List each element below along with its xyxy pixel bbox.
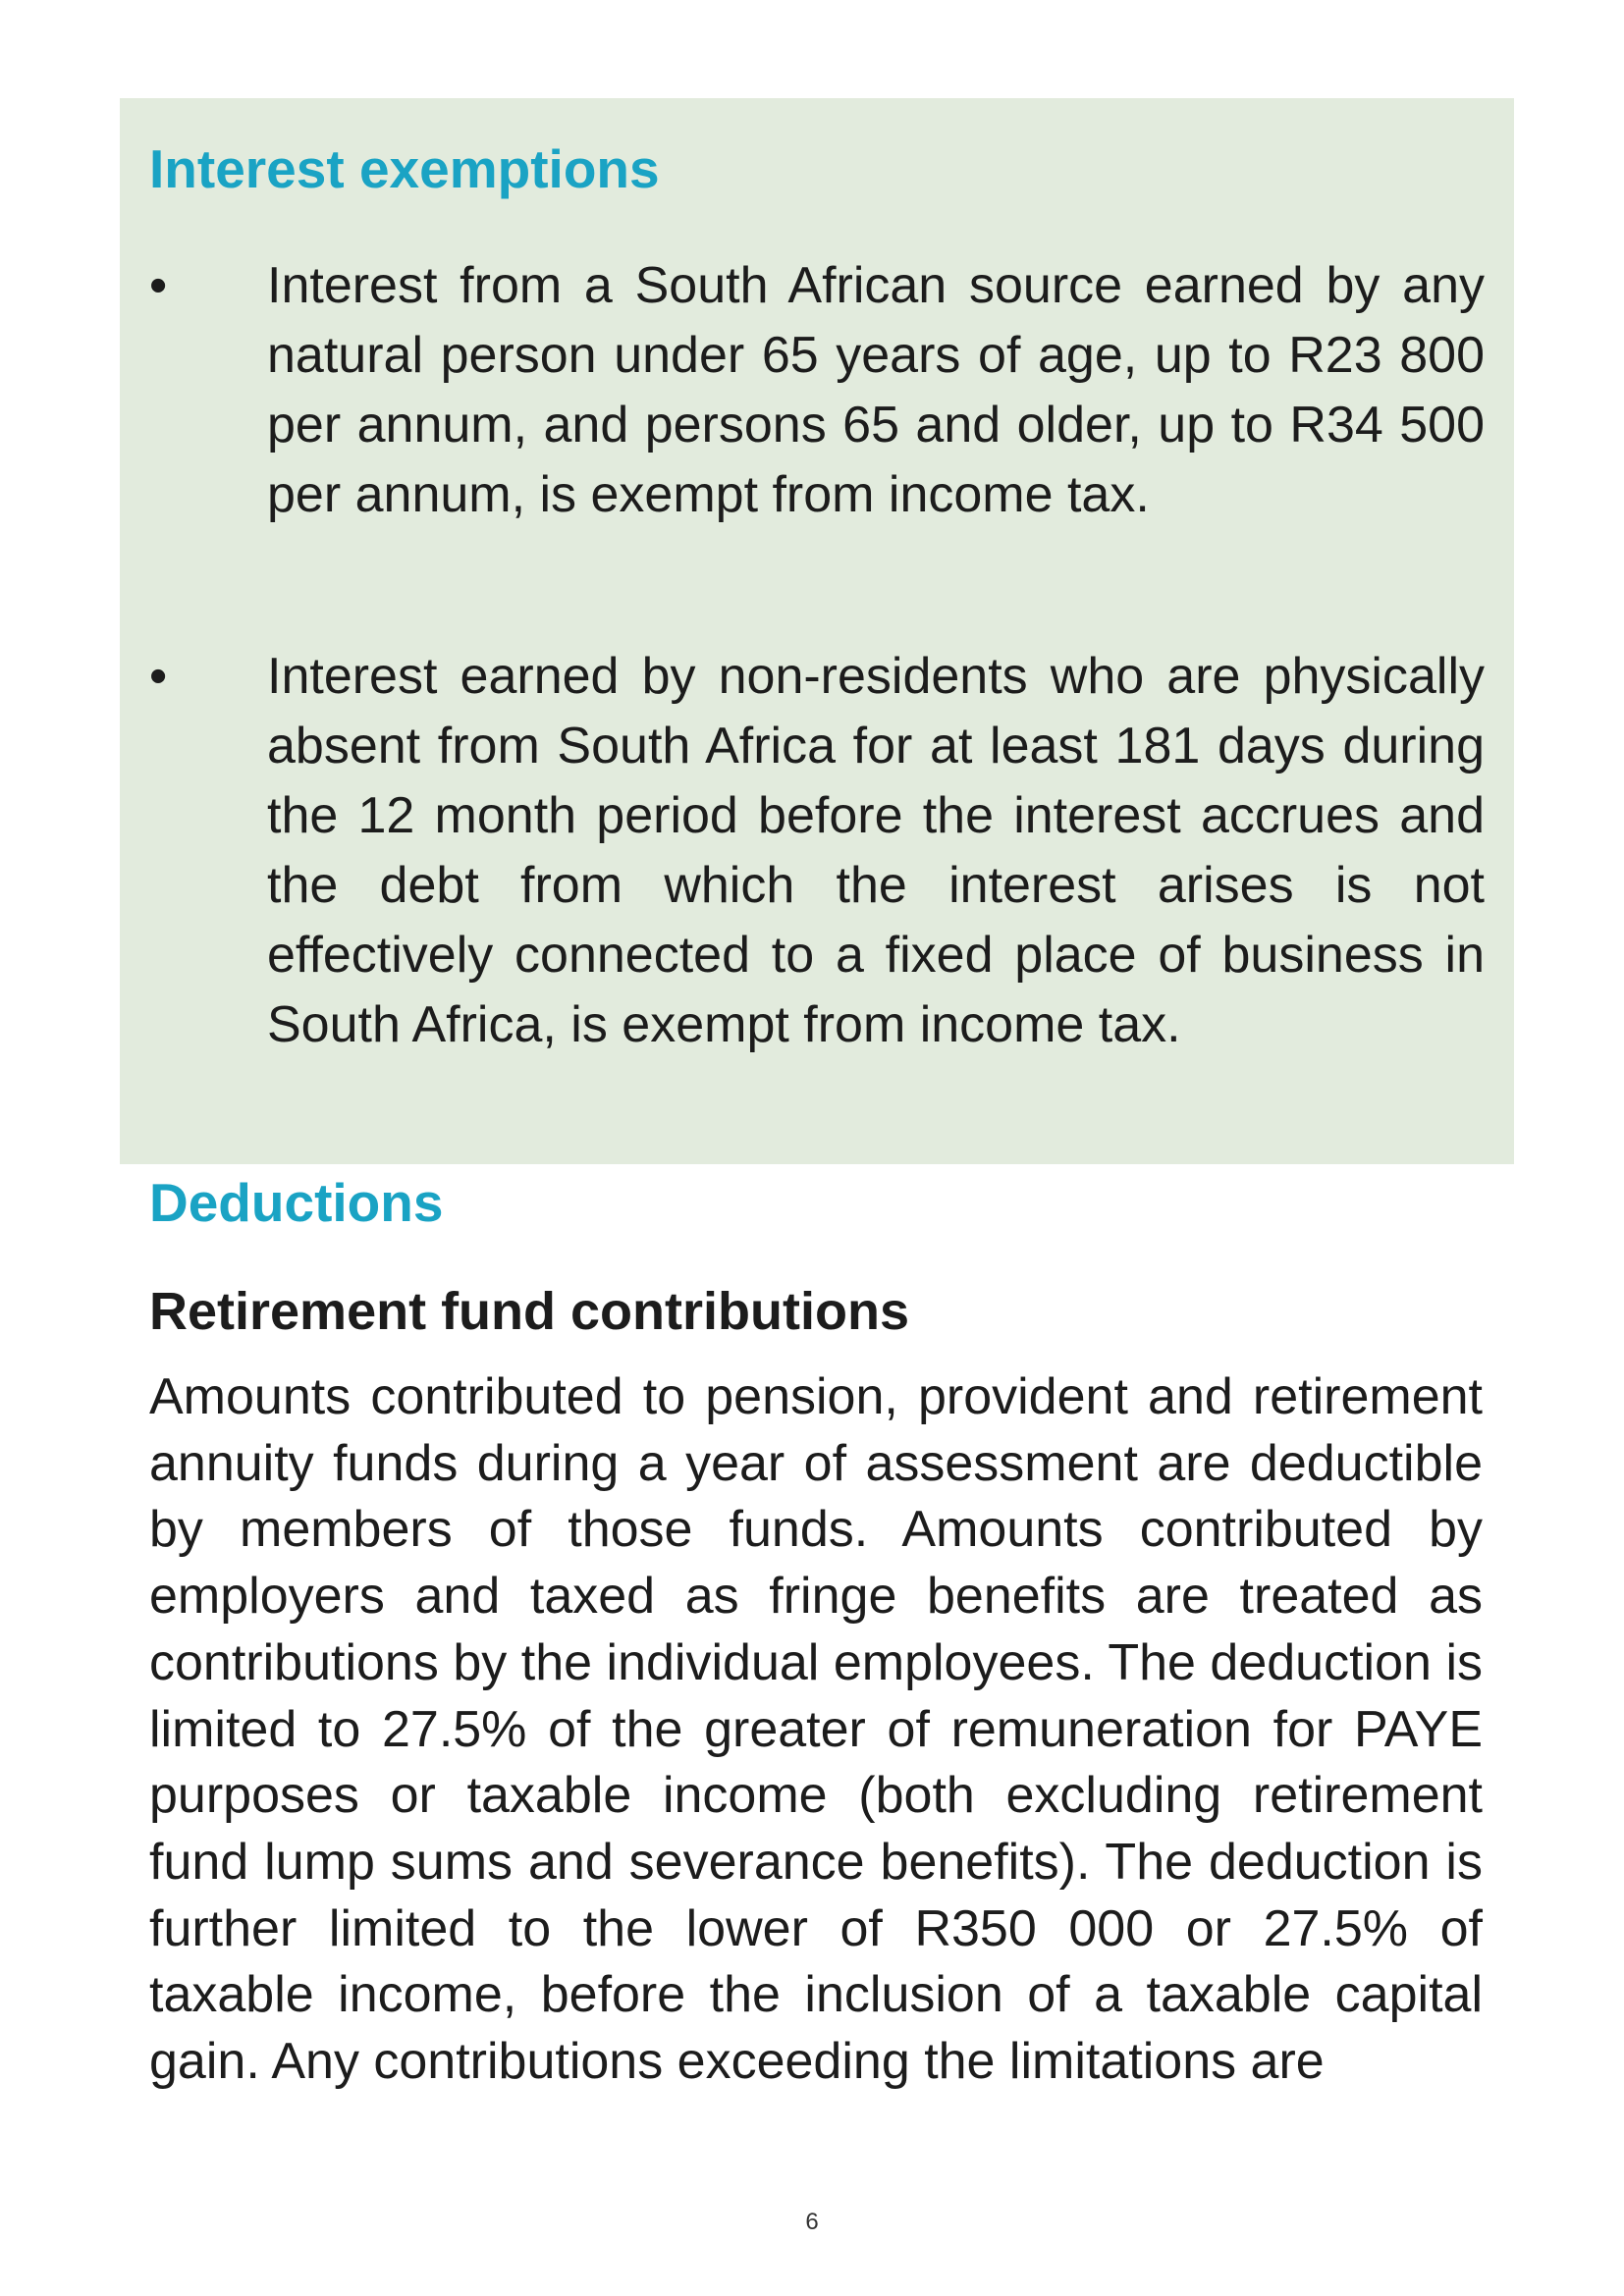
bullet-text: Interest from a South African source earned by any natural person under 65 years of age, up to R23 800 per annum, and persons 65 and older, up to R34 500 per annum, is exempt from income tax. <box>267 257 1485 523</box>
bullet-item <box>149 642 1485 1133</box>
interest-exemptions-heading: Interest exemptions <box>149 138 660 199</box>
retirement-fund-paragraph: Amounts contributed to pension, provident and retirement annuity funds during a year of assessment are deductible by members of those funds. Amounts contributed by employers and taxed as fringe benefits are treated as contributions by the individual employees. The deduction is limited to 27.5% of the greater of remuneration for PAYE purposes or taxable income (both excluding retirement fund lump sums and severance benefits). The deduction is further limited to the lower of R350 000 or 27.5% of taxable income, before the inclusion of a taxable capital gain. Any contributions exceeding the limitations are <box>149 1368 1483 2091</box>
page-number: 6 <box>805 2209 819 2235</box>
retirement-fund-contributions-heading: Retirement fund contributions <box>149 1282 909 1341</box>
bullet-text: Interest earned by non-residents who are physically absent from South Africa for at least 181 days during the 12 month period before the interest accrues and the debt from which the interest arises is not effectively connected to a fixed place of business in South Africa, is exempt from income tax. <box>267 648 1485 1053</box>
bullet-icon: • <box>149 648 168 705</box>
bullet-item <box>149 251 1485 605</box>
deductions-heading: Deductions <box>149 1172 444 1233</box>
bullet-icon: • <box>149 257 168 314</box>
